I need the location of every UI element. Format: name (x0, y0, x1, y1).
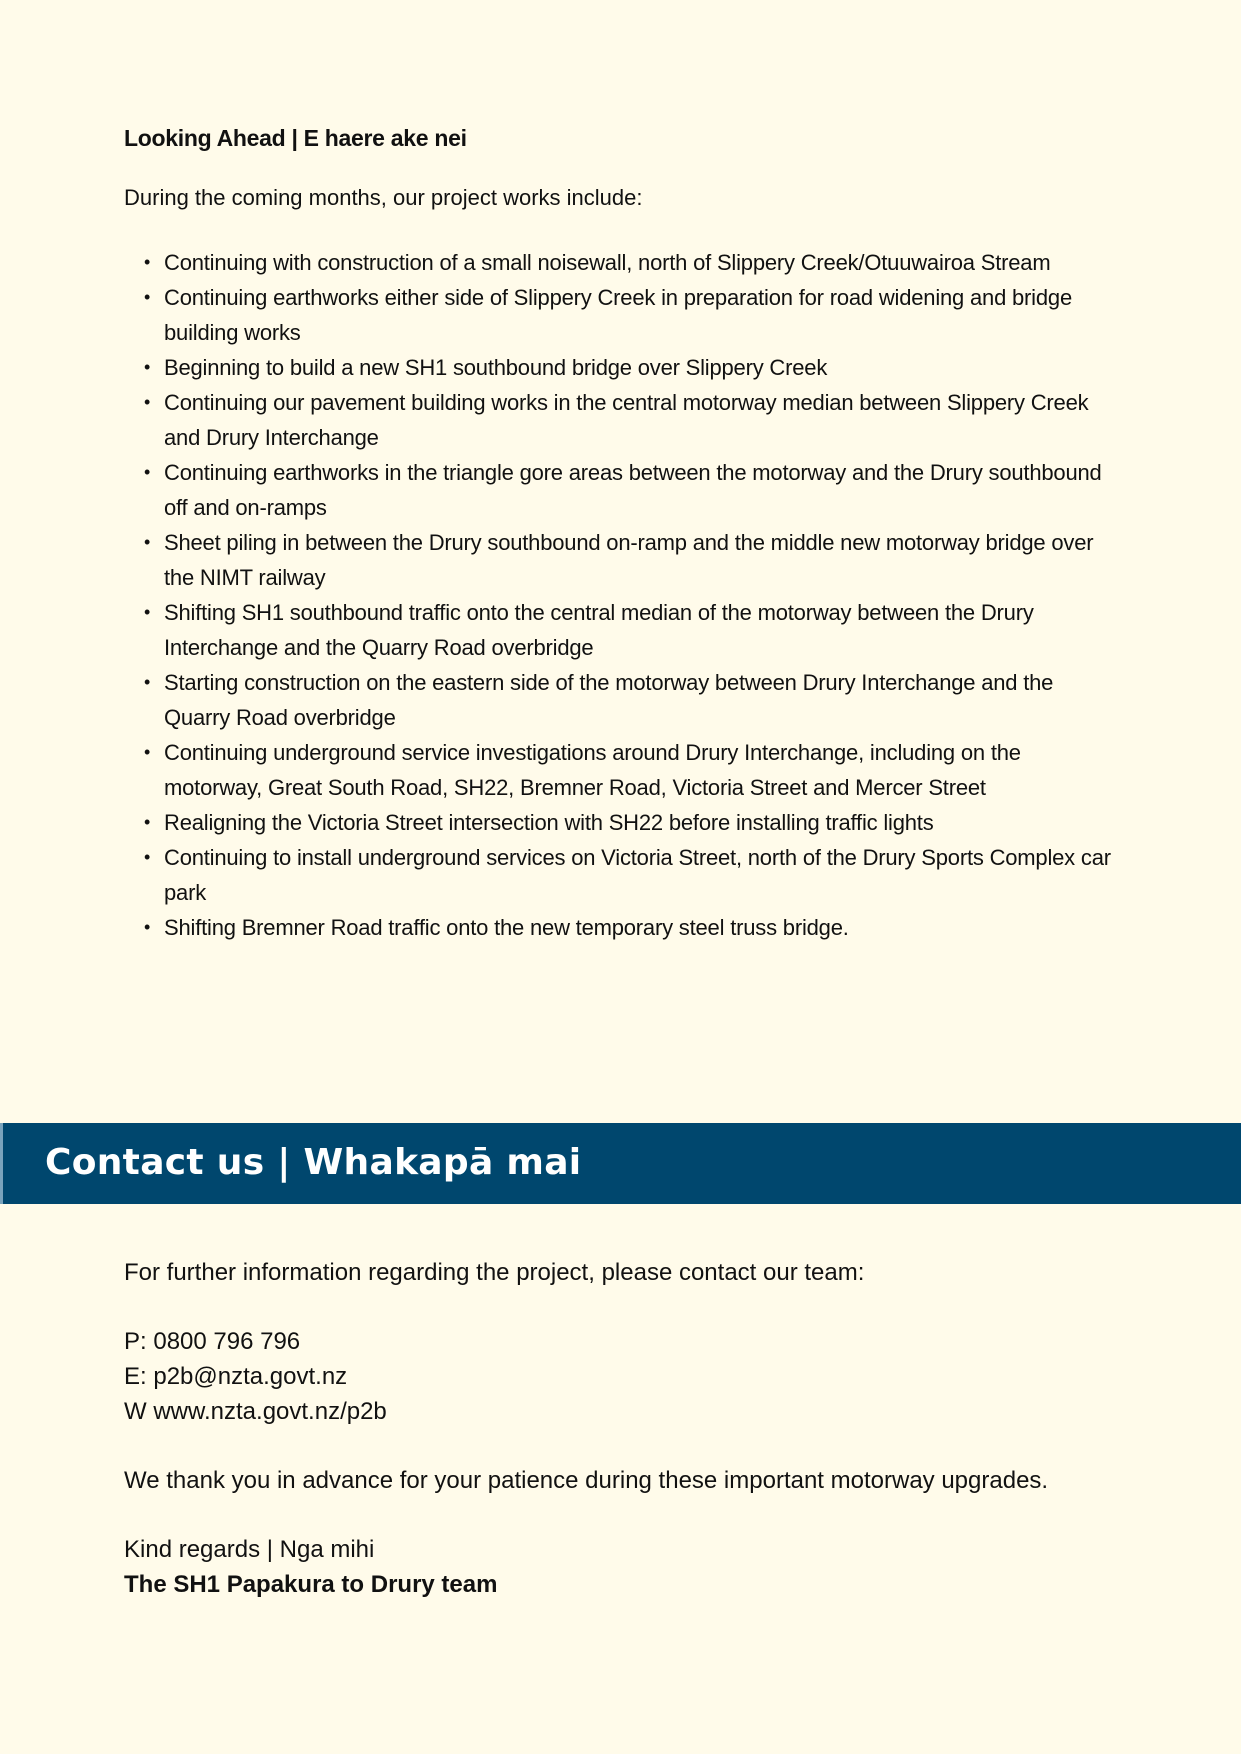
contact-banner-title: Contact us | Whakapā mai (45, 1142, 582, 1183)
signoff-text: Kind regards | Nga mihi (124, 1536, 375, 1563)
works-list-item (144, 280, 1124, 350)
works-item-text: Sheet piling in between the Drury southbound on-ramp and the middle new motorway bridge over the NIMT railway (164, 530, 1094, 590)
bullet-icon: • (144, 532, 151, 552)
bullet-icon: • (144, 462, 151, 482)
contact-section (124, 1255, 1124, 1602)
contact-phone: P: 0800 796 796 (124, 1328, 301, 1355)
works-list-item (144, 245, 1124, 280)
contact-banner (0, 1123, 1241, 1204)
works-list-item (144, 910, 1124, 945)
bullet-icon: • (144, 672, 151, 692)
works-list-item (144, 840, 1124, 910)
looking-ahead-intro: During the coming months, our project works include: (124, 185, 643, 210)
bullet-icon: • (144, 812, 151, 832)
bullet-icon: • (144, 847, 151, 867)
bullet-icon: • (144, 742, 151, 762)
thanks-text: We thank you in advance for your patience during these important motorway upgrades. (124, 1467, 1049, 1494)
works-item-text: Starting construction on the eastern side of the motorway between Drury Interchange and the Quarry Road overbridge (164, 670, 1054, 730)
works-item-text: Realigning the Victoria Street intersection with SH22 before installing traffic lights (164, 810, 934, 835)
works-list-item (144, 805, 1124, 840)
works-list-item (144, 385, 1124, 455)
works-item-text: Continuing earthworks either side of Slippery Creek in preparation for road widening and bridge building works (164, 285, 1072, 345)
works-item-text: Continuing earthworks in the triangle gore areas between the motorway and the Drury southbound off and on-ramps (164, 460, 1102, 520)
works-list-item (144, 455, 1124, 525)
contact-email: E: p2b@nzta.govt.nz (124, 1363, 348, 1390)
bullet-icon: • (144, 392, 151, 412)
works-list-item (144, 735, 1124, 805)
works-item-text: Continuing to install underground services on Victoria Street, north of the Drury Sports Complex car park (164, 845, 1111, 905)
works-item-text: Continuing with construction of a small noisewall, north of Slippery Creek/Otuuwairoa Stream (164, 250, 1051, 275)
works-list-item (144, 350, 1124, 385)
works-list-item (144, 665, 1124, 735)
works-item-text: Beginning to build a new SH1 southbound bridge over Slippery Creek (164, 355, 828, 380)
works-list-item (144, 595, 1124, 665)
works-list (124, 245, 1124, 945)
contact-intro: For further information regarding the project, please contact our team: (124, 1259, 865, 1286)
bullet-icon: • (144, 917, 151, 937)
works-item-text: Shifting Bremner Road traffic onto the new temporary steel truss bridge. (164, 915, 849, 940)
looking-ahead-section (124, 118, 1124, 945)
looking-ahead-heading: Looking Ahead | E haere ake nei (124, 125, 467, 151)
works-item-text: Continuing underground service investigations around Drury Interchange, including on the motorway, Great South Road, SH22, Bremner Road, Victoria Street and Mercer Street (164, 740, 1021, 800)
bullet-icon: • (144, 602, 151, 622)
team-signature: The SH1 Papakura to Drury team (124, 1571, 498, 1598)
works-list-item (144, 525, 1124, 595)
bullet-icon: • (144, 252, 151, 272)
bullet-icon: • (144, 287, 151, 307)
works-item-text: Continuing our pavement building works in the central motorway median between Slippery Creek and Drury Interchange (164, 390, 1089, 450)
bullet-icon: • (144, 357, 151, 377)
works-item-text: Shifting SH1 southbound traffic onto the central median of the motorway between the Drury Interchange and the Quarry Road overbridge (164, 600, 1034, 660)
contact-website: W www.nzta.govt.nz/p2b (124, 1398, 387, 1425)
